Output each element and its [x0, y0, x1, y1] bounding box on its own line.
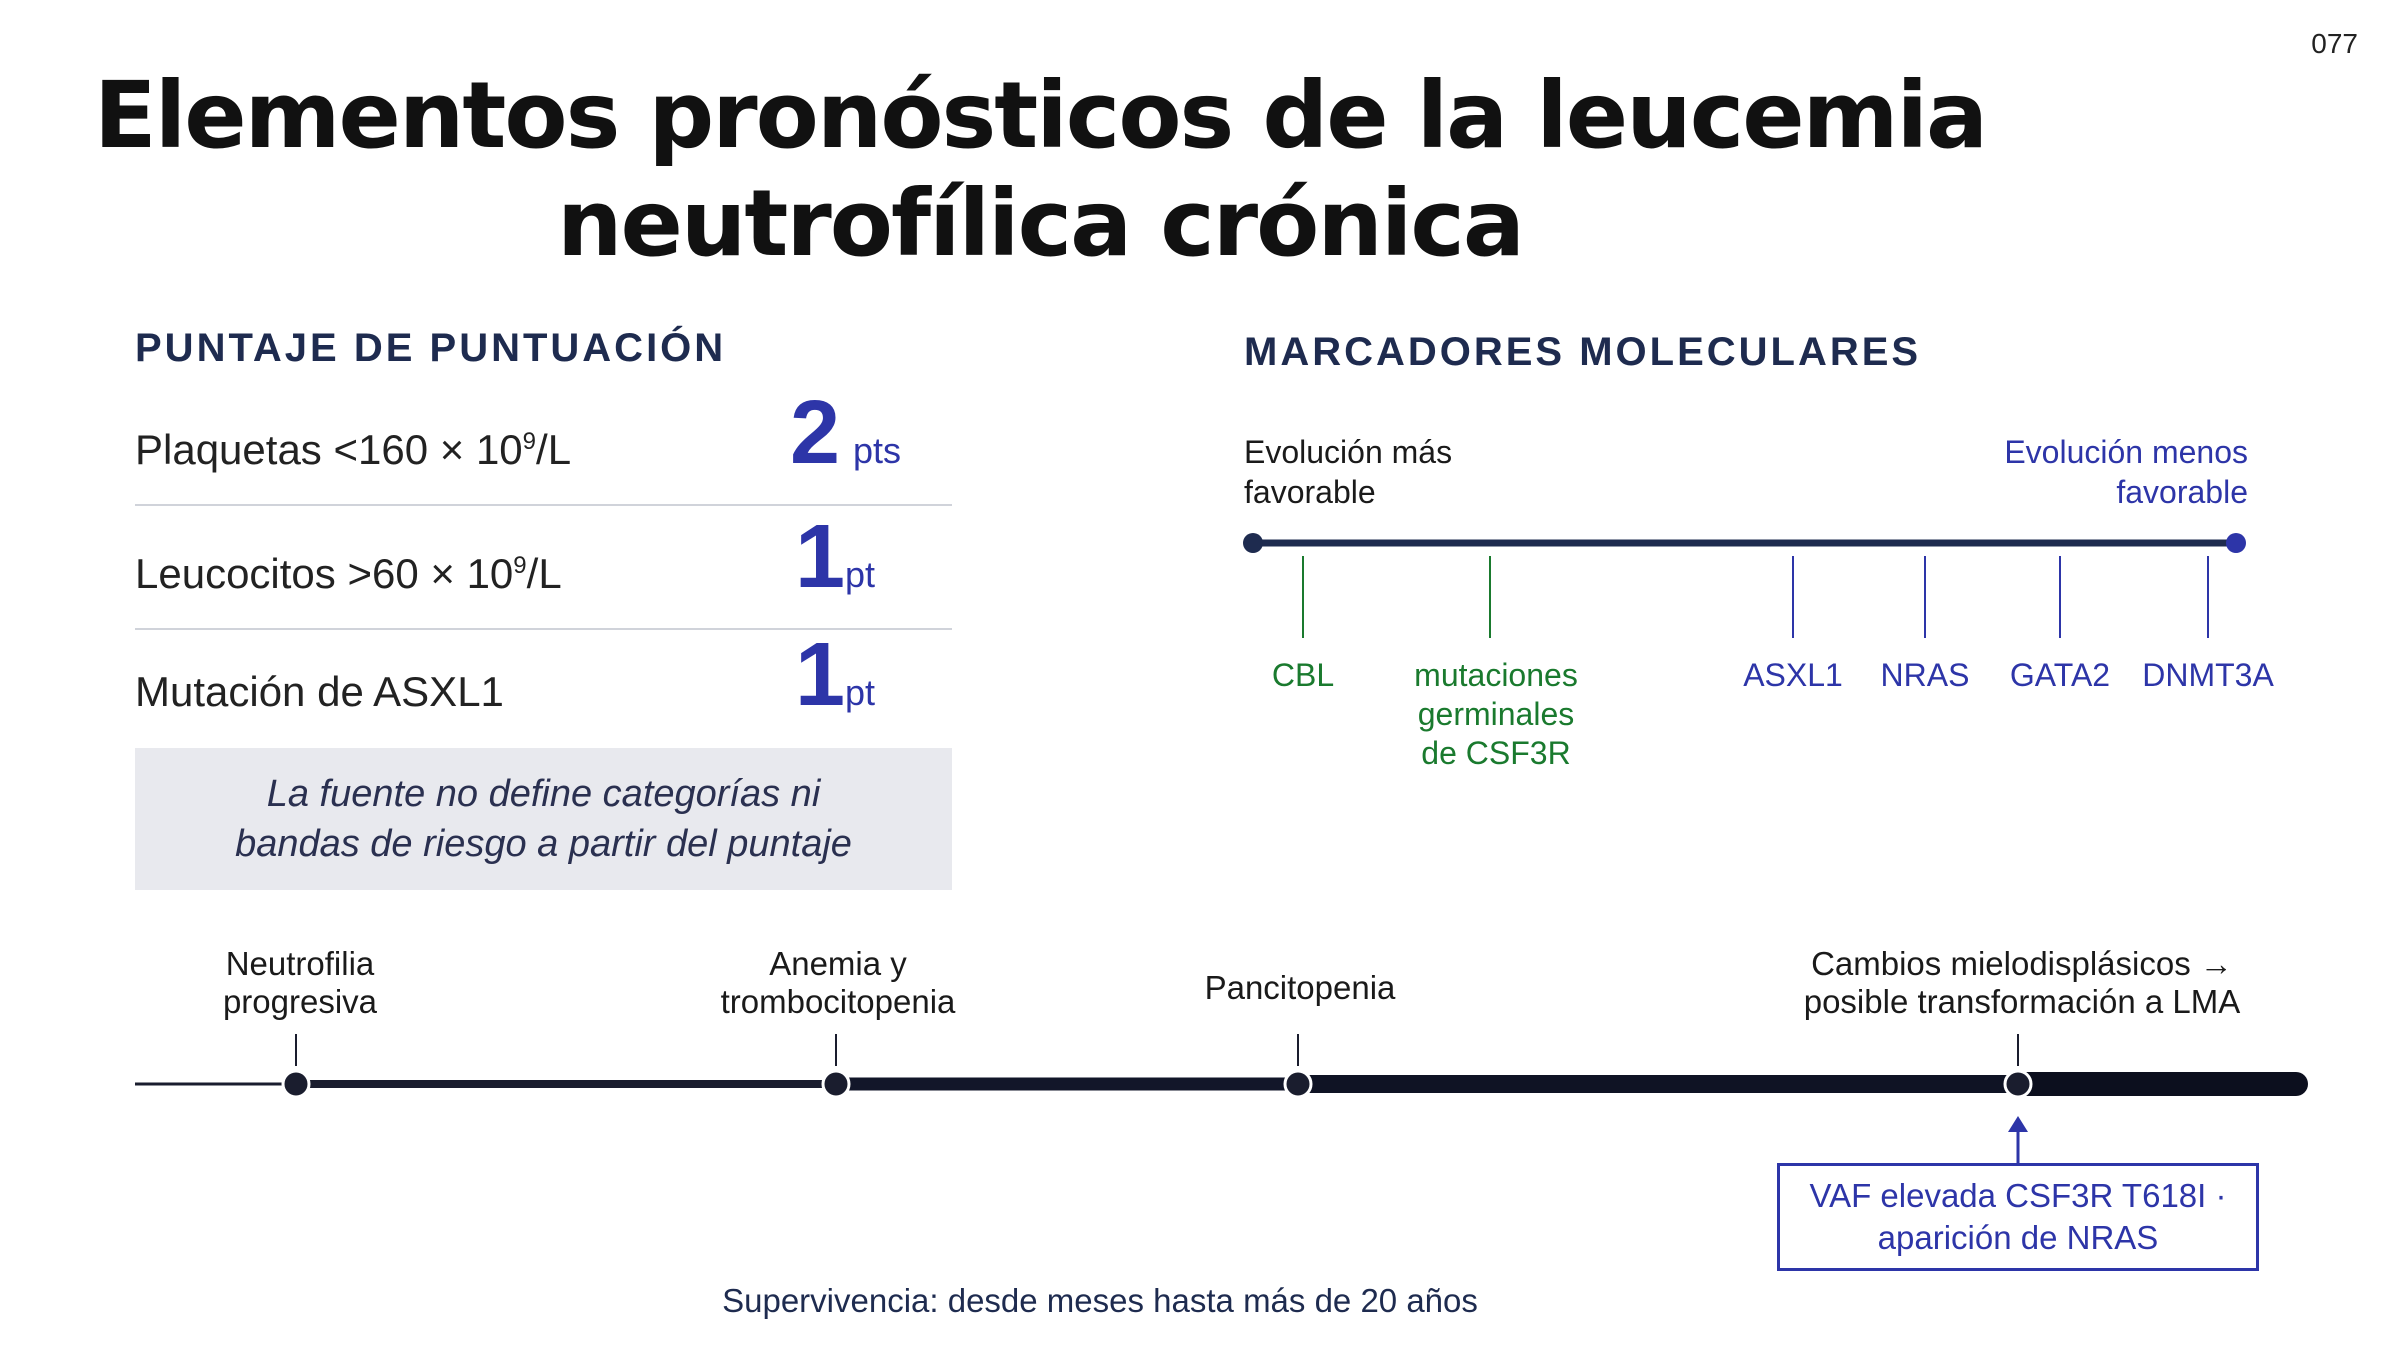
slide-number: 077: [2311, 28, 2358, 59]
event-dot: [283, 1071, 309, 1097]
score-points: 2: [790, 383, 841, 483]
callout-box: [1777, 1163, 2259, 1271]
marker-label: NRAS: [1880, 657, 1970, 693]
marker-ticks: [1272, 556, 2275, 771]
marker-label: GATA2: [2009, 657, 2111, 693]
event-dot: [823, 1071, 849, 1097]
event-label: Pancitopenia: [1204, 969, 1396, 1006]
score-heading: PUNTAJE DE PUNTUACIÓN: [135, 326, 727, 370]
event-dot: [1285, 1071, 1311, 1097]
event-dot: [2005, 1071, 2031, 1097]
markers-heading: MARCADORES MOLECULARES: [1244, 330, 1922, 374]
timeline-events: [223, 945, 2240, 1097]
event-label: trombocitopenia: [720, 983, 956, 1020]
event-label: progresiva: [222, 983, 378, 1020]
marker-label: germinales: [1417, 696, 1575, 732]
score-unit: pts: [853, 430, 902, 471]
score-unit: pt: [845, 554, 876, 595]
title-line-1: Elementos pronósticos de la leucemia: [93, 62, 1987, 169]
callout-line-1: VAF elevada CSF3R T618I ·: [1809, 1177, 2227, 1214]
marker-label: ASXL1: [1743, 657, 1843, 693]
event-label: Anemia y: [769, 945, 907, 982]
score-unit: pt: [845, 672, 876, 713]
score-label: Plaquetas $<160 \times 10^9/L$: [135, 426, 572, 473]
title-line-2: neutrofílica crónica: [557, 170, 1523, 277]
note-line-2: bandas de riesgo a partir del puntaje: [235, 823, 852, 865]
event-label: Cambios mielodisplásicos →: [1811, 945, 2233, 982]
unfavorable-label: Evolución menos favorable: [2004, 434, 2248, 510]
score-label: Mutación de ASXL1: [135, 668, 504, 715]
survival-note: Supervivencia: desde meses hasta más de 20 años: [722, 1282, 1478, 1319]
event-label: Neutrofilia: [225, 945, 375, 982]
marker-label: CBL: [1271, 657, 1335, 693]
note-line-1: La fuente no define categorías ni: [266, 773, 821, 815]
score-points: 1: [795, 625, 846, 725]
score-label: Leucocitos $>60 \times 10^9/L$: [135, 550, 562, 597]
marker-label: DNMT3A: [2142, 657, 2274, 693]
marker-label: mutaciones: [1414, 657, 1578, 693]
axis-start-dot: [1243, 533, 1263, 553]
score-points: 1: [795, 507, 846, 607]
axis-end-dot: [2226, 533, 2246, 553]
favorable-label: Evolución más favorable: [1244, 434, 1453, 510]
callout-arrowhead: [2008, 1116, 2028, 1132]
marker-label: de CSF3R: [1421, 735, 1571, 771]
callout-line-2: aparición de NRAS: [1877, 1219, 2159, 1256]
event-label: posible transformación a LMA: [1803, 983, 2241, 1020]
